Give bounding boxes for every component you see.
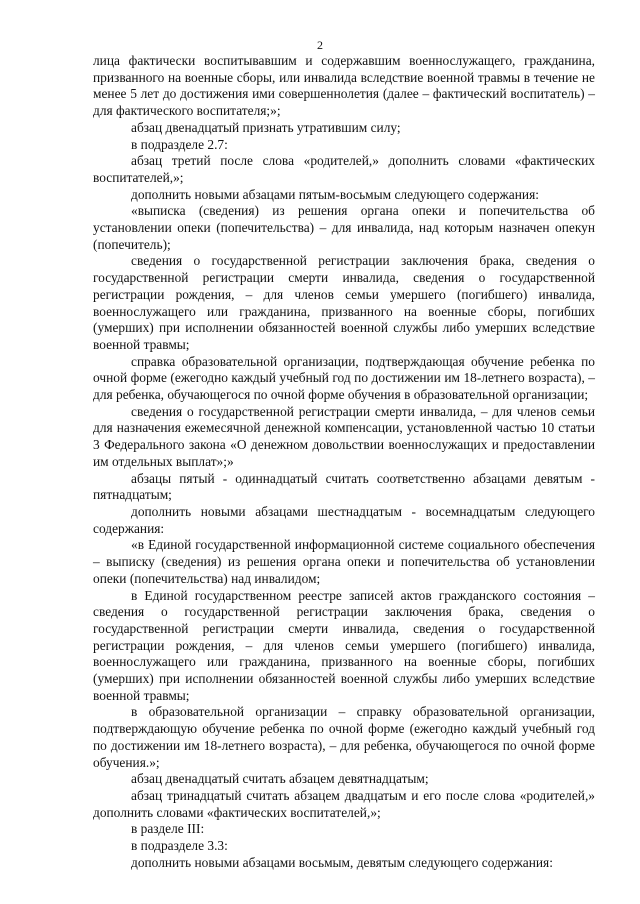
paragraph: абзац третий после слова «родителей,» дополнить словами «фактических воспитателей,»; [93, 153, 595, 185]
page-number: 2 [317, 38, 323, 52]
paragraph: в подразделе 3.3: [131, 838, 228, 854]
paragraph: справка образовательной организации, подтверждающая обучение ребенка по очной форме (ежегодно каждый учебный год по достижении им 18-летнего возраста), – для ребенка, обучающегося по очной форме обучения в образовательной организации; [93, 353, 595, 403]
paragraph: «в Единой государственной информационной системе социального обеспечения – выписку (сведения) из решения органа опеки и попечительства об установлении опеки (попечительства) над инвалидом; [93, 537, 595, 586]
paragraph: в разделе III: [131, 821, 205, 837]
paragraph: сведения о государственной регистрации заключения брака, сведения о государственной регистрации смерти инвалида, сведения о государственной регистрации рождения, – для членов семьи умершего (погибшего) инвалида, военнослужащего или гражданина, призванного на военные сборы, погибших (умерших) при исполнении обязанностей военной службы либо умерших вследствие военной травмы; [93, 253, 595, 352]
paragraph: сведения о государственной регистрации смерти инвалида, – для членов семьи для назначения ежемесячной денежной компенсации, установленной частью 10 статьи 3 Федерального закона «О денежном довольствии военнослужащих и предоставлении им отдельных выплат»;» [93, 403, 595, 469]
paragraph: «выписка (сведения) из решения органа опеки и попечительства об установлении опеки (попечительства) – для инвалида, над которым назначен опекун (попечитель); [93, 203, 595, 252]
paragraph: лица фактически воспитывавшим и содержавшим военнослужащего, гражданина, призванного на военные сборы, или инвалида вследствие военной травмы в течение не менее 5 лет до достижения ими совершеннолетия (далее – фактический воспитатель) – для фактического воспитателя;»; [93, 53, 595, 119]
paragraph: абзац тринадцатый считать абзацем двадцатым и его после слова «родителей,» дополнить словами «фактических воспитателей,»; [93, 787, 595, 820]
paragraph: абзац двенадцатый считать абзацем девятнадцатым; [131, 771, 429, 787]
paragraph: дополнить новыми абзацами шестнадцатым - восемнадцатым следующего содержания: [93, 503, 595, 536]
paragraph: дополнить новыми абзацами пятым-восьмым следующего содержания: [131, 186, 539, 202]
paragraph: в подразделе 2.7: [131, 136, 228, 152]
paragraph: дополнить новыми абзацами восьмым, девятым следующего содержания: [131, 854, 553, 870]
document-body [93, 53, 595, 871]
paragraph: в Единой государственном реестре записей актов гражданского состояния – сведения о государственной регистрации заключения брака, сведения о государственной регистрации смерти инвалида, сведения о государственной регистрации рождения, – для членов семьи умершего (погибшего) инвалида, военнослужащего или гражданина, призванного на военные сборы, погибших (умерших) при исполнении обязанностей военной службы либо умерших вследствие военной травмы; [93, 587, 595, 703]
paragraph: абзац двенадцатый признать утратившим силу; [131, 119, 401, 135]
paragraph: абзацы пятый - одиннадцатый считать соответственно абзацами девятым - пятнадцатым; [93, 470, 595, 503]
paragraph: в образовательной организации – справку образовательной организации, подтверждающую обучение ребенка по очной форме (ежегодно каждый учебный год по достижении им 18-летнего возраста), – для ребенка, обучающегося по очной форме обучения.»; [93, 704, 595, 770]
